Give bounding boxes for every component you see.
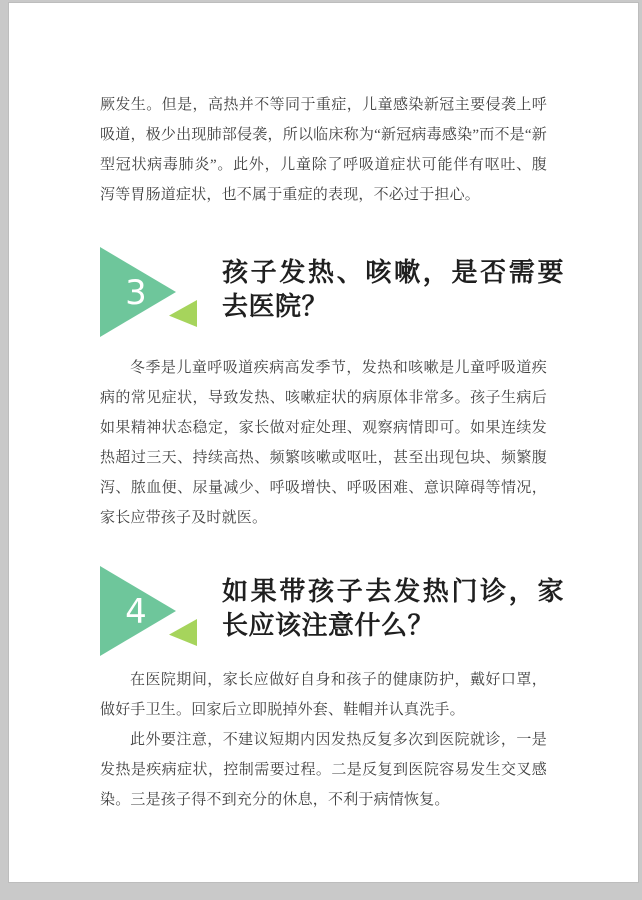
section-4-paragraph: 此外要注意，不建议短期内因发热反复多次到医院就诊，一是发热是疾病症状，控制需要过程。二是反复到医院容易发生交叉感染。三是孩子得不到充分的休息，不利于病情恢复。 xyxy=(100,732,547,808)
left-triangle-icon xyxy=(169,300,197,327)
section-number: 4 xyxy=(125,592,147,632)
section-4-marker xyxy=(100,566,208,658)
section-3-title: 孩子发热、咳嗽，是否需要去医院？ xyxy=(222,258,564,322)
document-page xyxy=(9,3,638,882)
section-4-paragraph: 在医院期间，家长应做好自身和孩子的健康防护，戴好口罩，做好手卫生。回家后立即脱掉外套、鞋帽并认真洗手。 xyxy=(100,672,547,718)
section-3-paragraph: 冬季是儿童呼吸道疾病高发季节，发热和咳嗽是儿童呼吸道疾病的常见症状，导致发热、咳嗽症状的病原体非常多。孩子生病后如果精神状态稳定，家长做对症处理、观察病情即可。如果连续发热超过三天、持续高热、频繁咳嗽或呕吐，甚至出现包块、频繁腹泻、脓血便、尿量减少、呼吸增快、呼吸困难、意识障碍等情况，家长应带孩子及时就医。 xyxy=(100,360,547,526)
section-3-marker xyxy=(100,247,208,339)
section-4-title: 如果带孩子去发热门诊，家长应该注意什么？ xyxy=(222,577,564,641)
left-triangle-icon xyxy=(169,619,197,646)
intro-continuation-paragraph: 厥发生。但是，高热并不等同于重症，儿童感染新冠主要侵袭上呼吸道，极少出现肺部侵袭，所以临床称为“新冠病毒感染”而不是“新型冠状病毒肺炎”。此外，儿童除了呼吸道症状可能伴有呕吐、腹泻等胃肠道症状，也不属于重症的表现，不必过于担心。 xyxy=(100,97,547,203)
section-4-paragraph-group xyxy=(100,665,547,815)
section-number: 3 xyxy=(125,273,147,313)
